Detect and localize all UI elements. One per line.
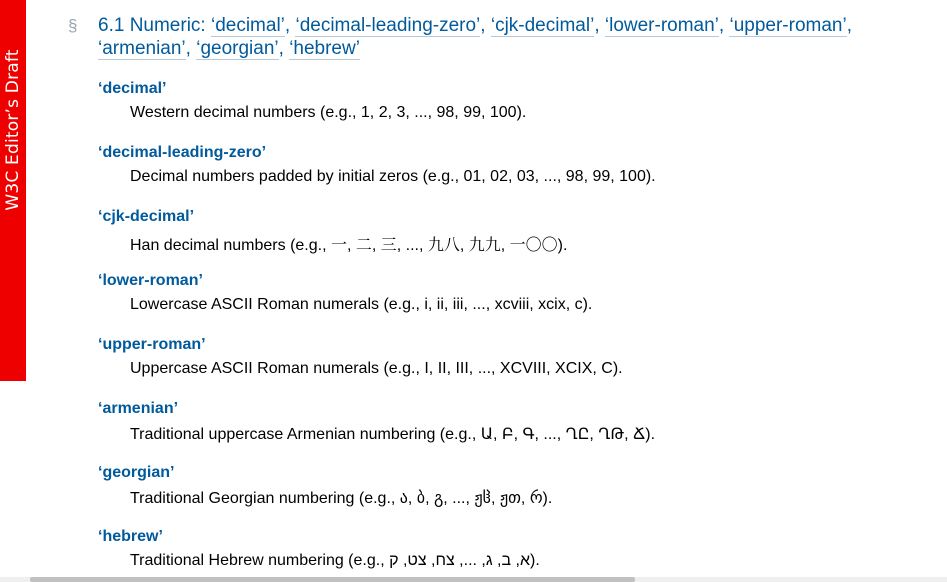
description-decimal: Western decimal numbers (e.g., 1, 2, 3, ..., 98, 99, 100). <box>130 104 527 121</box>
description-armenian: Traditional uppercase Armenian numbering (e.g., Ա, Բ, Գ, ..., ՂԸ, ՂԹ, Ճ). <box>130 426 656 443</box>
description-lower-roman: Lowercase ASCII Roman numerals (e.g., i, ii, iii, ..., xcviii, xcix, c). <box>130 296 593 313</box>
scrollbar-thumb[interactable] <box>30 577 635 582</box>
term-georgian: ‘georgian’ <box>98 464 175 481</box>
w3c-editors-draft-badge[interactable] <box>0 0 26 381</box>
heading-keyword-lower-roman: ‘lower-roman’ <box>604 15 719 36</box>
heading-text <box>98 14 928 60</box>
term-decimal-leading-zero: ‘decimal-leading-zero’ <box>98 144 267 161</box>
heading-separator: , <box>594 15 605 36</box>
heading-prefix: 6.1 Numeric: <box>98 15 211 36</box>
description-georgian: Traditional Georgian numbering (e.g., ა, ბ, გ, ..., ჟჱ, ჟთ, რ). <box>130 490 553 507</box>
badge-label: W3C Editor’s Draft <box>3 49 23 211</box>
heading-separator: , <box>185 38 197 59</box>
heading-keyword-upper-roman: ‘upper-roman’ <box>729 15 847 36</box>
term-armenian: ‘armenian’ <box>98 400 179 417</box>
heading-keyword-georgian: ‘georgian’ <box>196 38 279 59</box>
description-cjk-decimal: Han decimal numbers (e.g., 一, 二, 三, ..., 九八, 九九, 一〇〇). <box>130 237 568 254</box>
heading-keyword-decimal-leading-zero: ‘decimal-leading-zero’ <box>295 15 481 36</box>
heading-keyword-armenian: ‘armenian’ <box>98 38 186 59</box>
heading-keyword-hebrew: ‘hebrew’ <box>289 38 360 59</box>
term-lower-roman: ‘lower-roman’ <box>98 272 203 289</box>
description-upper-roman: Uppercase ASCII Roman numerals (e.g., I, II, III, ..., XCVIII, XCIX, C). <box>130 360 623 377</box>
term-decimal: ‘decimal’ <box>98 80 167 97</box>
heading-separator: , <box>480 15 491 36</box>
heading-keyword-cjk-decimal: ‘cjk-decimal’ <box>490 15 595 36</box>
heading-separator: , <box>278 38 290 59</box>
term-upper-roman: ‘upper-roman’ <box>98 336 206 353</box>
term-cjk-decimal: ‘cjk-decimal’ <box>98 208 195 225</box>
section-heading <box>68 14 928 60</box>
heading-keyword-decimal: ‘decimal’ <box>210 15 285 36</box>
term-hebrew: ‘hebrew’ <box>98 528 163 545</box>
heading-separator: , <box>718 15 730 36</box>
horizontal-scrollbar[interactable] <box>0 577 947 582</box>
heading-separator: , <box>284 15 296 36</box>
description-hebrew: Traditional Hebrew numbering (e.g., א, ב, ג, ..., צח, צט, ק). <box>130 552 540 569</box>
description-decimal-leading-zero: Decimal numbers padded by initial zeros (e.g., 01, 02, 03, ..., 98, 99, 100). <box>130 168 656 185</box>
heading-separator: , <box>846 15 852 36</box>
section-self-link[interactable]: § <box>68 16 78 35</box>
